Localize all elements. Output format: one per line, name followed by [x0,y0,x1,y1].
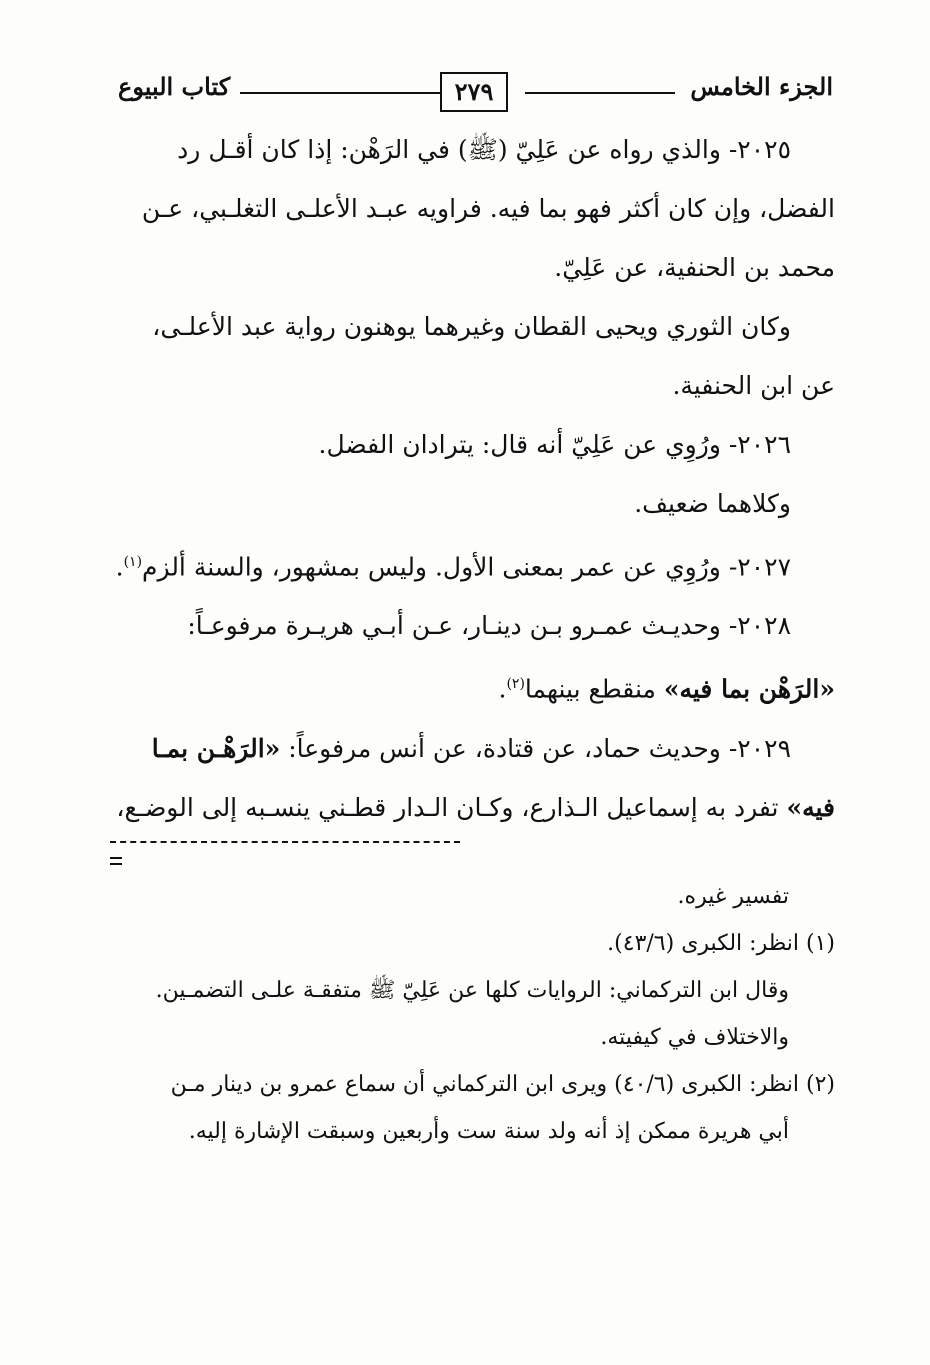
hadith-quote: فيه» [786,792,835,822]
text-line [110,655,835,718]
text-line: الفضل، وإن كان أكثر فهو بما فيه. فراويه عبـد الأعلـى التغلـبي، عـن [141,194,835,223]
footnote-separator [110,839,835,873]
continuation-mark [110,863,122,865]
header-rule-left [240,92,440,94]
text-segment: تفرد به إسماعيل الـذارع، وكـان الـدار قطـني ينسـبه إلى الوضـع، [116,792,787,822]
text-line: وكان الثوري ويحيى القطان وغيرهما يوهنون رواية عبد الأعلـى، [152,312,791,341]
text-segment: ٢٠٢٧- ورُوِي عن عمر بمعنى الأول. وليس بمشهور، والسنة ألزم [142,552,791,582]
text-line: عن ابن الحنفية. [672,371,835,400]
continuation-mark [110,857,122,859]
volume-title: الجزء الخامس [690,72,833,101]
footnote-line: تفسير غيره. [677,883,789,909]
header-rule-right [525,92,675,94]
text-segment: منقطع بينهما [524,674,664,704]
text-line [110,719,835,778]
page [110,60,835,1330]
text-segment: . [115,552,124,582]
text-line: محمد بن الحنفية، عن عَلِيّ. [554,253,835,282]
text-segment: ٢٠٢٩- وحديث حماد، عن قتادة، عن أنس مرفوعاً: [280,733,791,763]
page-header [110,60,835,120]
hadith-quote: «الرَهْـن بمـا [151,733,281,763]
page-number: ٢٧٩ [440,72,508,112]
footnote-line: (٢) انظر: الكبرى (٤٠/٦) ويرى ابن التركماني أن سماع عمرو بن دينار مـن [170,1071,835,1097]
footnote-ref: (١) [123,554,143,570]
hadith-quote: «الرَهْن بما فيه» [663,674,835,704]
footnote-line: وقال ابن التركماني: الروايات كلها عن عَلِيّ ﷺ متفقـة علـى التضمـين. [155,977,789,1003]
book-title: كتاب البيوع [118,72,231,101]
main-text [110,120,835,837]
text-segment: . [498,674,507,704]
footnote-line: والاختلاف في كيفيته. [600,1024,789,1050]
text-line [110,533,835,596]
separator-dashes [110,841,460,843]
text-line: ٢٠٢٥- والذي رواه عن عَلِيّ (ﷺ) في الرَهْن: إذا كان أقـل رد [177,135,791,164]
text-line [110,778,835,837]
footnote-line: (١) انظر: الكبرى (٤٣/٦). [607,930,835,956]
footnote-line: أبي هريرة ممكن إذ أنه ولد سنة ست وأربعين وسبقت الإشارة إليه. [188,1118,789,1144]
text-line: ٢٠٢٨- وحديـث عمـرو بـن دينـار، عـن أبـي هريـرة مرفوعـاً: [187,611,791,641]
text-line: وكلاهما ضعيف. [634,489,791,518]
text-line: ٢٠٢٦- ورُوِي عن عَلِيّ أنه قال: يترادان الفضل. [318,430,791,459]
footnotes [110,873,835,1155]
footnote-ref: (٢) [506,676,525,693]
